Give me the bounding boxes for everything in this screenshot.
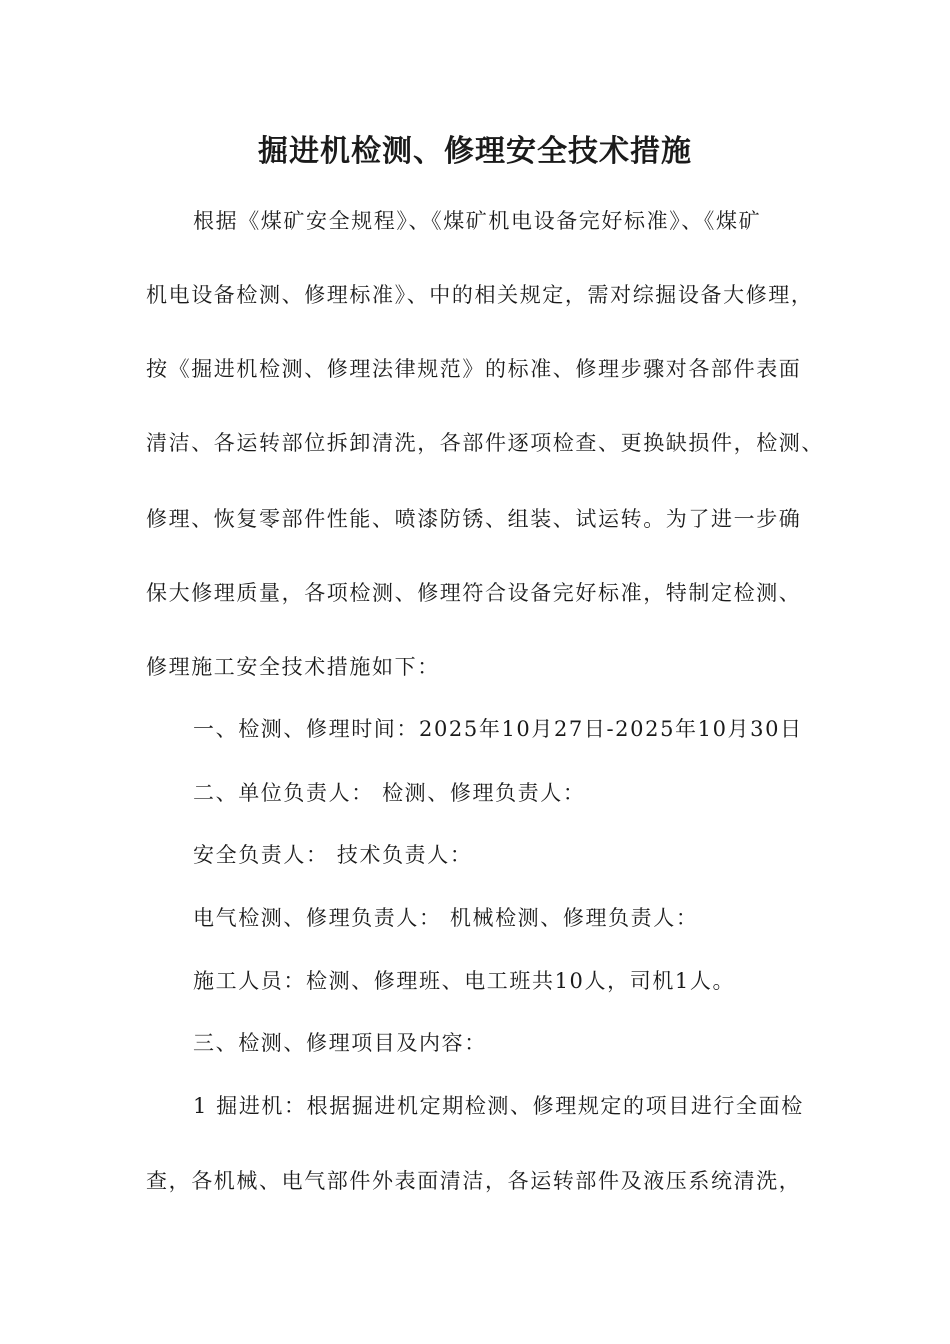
document-title: 掘进机检测、修理安全技术措施 bbox=[258, 134, 692, 169]
intro-line-5: 修理、恢复零部件性能、喷漆防锈、组装、试运转。为了进一步确 bbox=[146, 507, 802, 531]
safety-tech-heads: 安全负责人： 技术负责人： bbox=[193, 843, 473, 867]
intro-line-3: 按《掘进机检测、修理法律规范》的标准、修理步骤对各部件表面 bbox=[146, 357, 802, 381]
elec-mech-heads: 电气检测、修理负责人： 机械检测、修理负责人： bbox=[193, 906, 699, 930]
item-1-line-1: 1 掘进机：根据掘进机定期检测、修理规定的项目进行全面检 bbox=[193, 1094, 804, 1118]
section-1-time: 一、检测、修理时间：2025年10月27日-2025年10月30日 bbox=[193, 717, 803, 741]
item-1-line-2: 查，各机械、电气部件外表面清洁，各运转部件及液压系统清洗， bbox=[146, 1169, 802, 1193]
intro-line-4: 清洁、各运转部位拆卸清洗，各部件逐项检查、更换缺损件，检测、 bbox=[146, 431, 824, 455]
intro-line-2: 机电设备检测、修理标准》、中的相关规定，需对综掘设备大修理， bbox=[146, 283, 814, 307]
intro-line-6: 保大修理质量，各项检测、修理符合设备完好标准，特制定检测、 bbox=[146, 581, 802, 605]
intro-line-7: 修理施工安全技术措施如下： bbox=[146, 655, 440, 679]
workers: 施工人员：检测、修理班、电工班共10人，司机1人。 bbox=[193, 969, 736, 993]
section-3-heading: 三、检测、修理项目及内容： bbox=[193, 1031, 487, 1055]
section-2-heads: 二、单位负责人： 检测、修理负责人： bbox=[193, 781, 586, 805]
intro-line-1: 根据《煤矿安全规程》、《煤矿机电设备完好标准》、《煤矿 bbox=[193, 209, 762, 233]
